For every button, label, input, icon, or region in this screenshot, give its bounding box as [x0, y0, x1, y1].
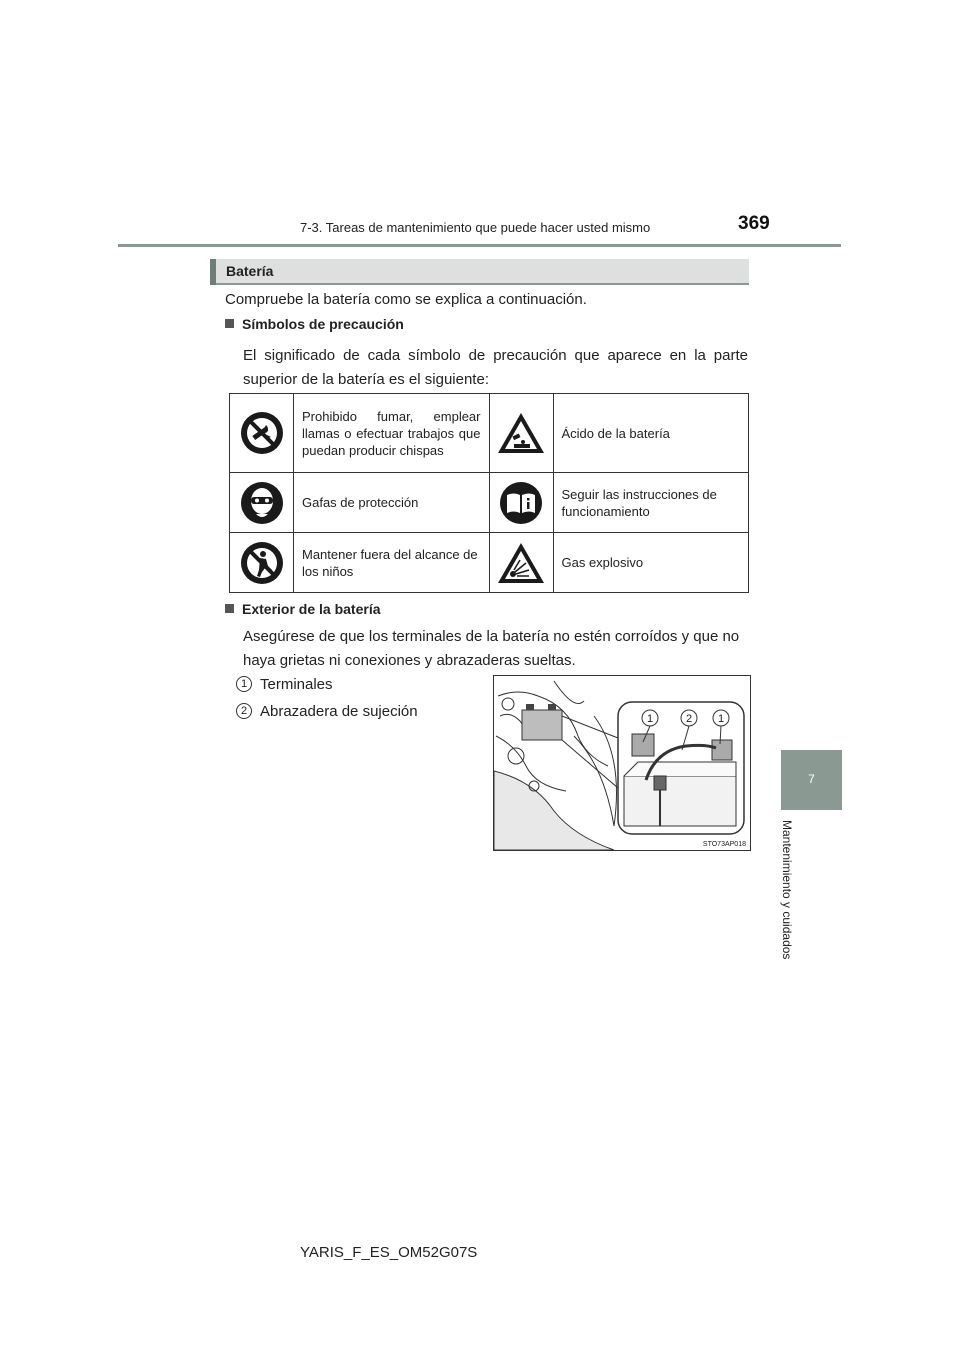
- table-row: [230, 533, 749, 593]
- battery-exterior-heading-text: Exterior de la batería: [242, 601, 381, 617]
- explosive-gas-label: Gas explosivo: [553, 533, 749, 593]
- battery-acid-icon: [489, 394, 553, 473]
- legend-number: 1: [236, 676, 252, 692]
- eye-protection-label: Gafas de protección: [294, 473, 490, 533]
- operating-instructions-label: Seguir las instrucciones de funcionamiento: [553, 473, 749, 533]
- table-row: [230, 394, 749, 473]
- caution-symbols-table: [229, 393, 749, 593]
- chapter-tab: [781, 750, 842, 810]
- chapter-number: 7: [808, 772, 815, 786]
- battery-acid-label: Ácido de la batería: [553, 394, 749, 473]
- table-row: [230, 473, 749, 533]
- chapter-title: [780, 820, 804, 980]
- caution-symbols-description: El significado de cada símbolo de precaución que aparece en la parte superior de la batería es el siguiente:: [243, 347, 748, 388]
- figure-callout-1: [642, 710, 658, 726]
- no-smoking-label: Prohibido fumar, emplear llamas o efectuar trabajos que puedan producir chispas: [294, 394, 490, 473]
- header-divider: [118, 244, 841, 247]
- bullet-square-icon: [225, 604, 234, 613]
- operating-instructions-icon: [489, 473, 553, 533]
- legend-item: [236, 676, 333, 693]
- legend-label: Terminales: [260, 676, 333, 693]
- legend-label: Abrazadera de sujeción: [260, 703, 418, 720]
- explosive-gas-icon: [489, 533, 553, 593]
- caution-symbols-heading-text: Símbolos de precaución: [242, 316, 404, 332]
- no-smoking-flames-sparks-icon: [230, 394, 294, 473]
- battery-exterior-heading: [225, 601, 381, 617]
- section-intro: Compruebe la batería como se explica a continuación.: [225, 291, 587, 308]
- bullet-square-icon: [225, 319, 234, 328]
- running-header-section: 7-3. Tareas de mantenimiento que puede hacer usted mismo: [300, 220, 651, 235]
- figure-callout-3: [713, 710, 729, 726]
- document-code: YARIS_F_ES_OM52G07S: [300, 1244, 478, 1261]
- battery-exterior-description: Asegúrese de que los terminales de la batería no estén corroídos y que no haya grietas ni conexiones y abrazaderas sueltas.: [243, 628, 740, 669]
- battery-illustration: [494, 676, 750, 850]
- svg-text:1: 1: [717, 713, 725, 725]
- svg-text:2: 2: [685, 713, 693, 725]
- svg-text:1: 1: [646, 713, 654, 725]
- battery-figure: [493, 675, 751, 851]
- section-title: Batería: [226, 263, 274, 279]
- caution-symbols-heading: [225, 316, 404, 332]
- section-heading-accent: [210, 259, 216, 285]
- page-number: 369: [738, 213, 770, 234]
- chapter-title-text: Mantenimiento y cuidados: [780, 820, 794, 960]
- figure-code: STO73AP018: [702, 841, 746, 848]
- keep-away-from-children-label: Mantener fuera del alcance de los niños: [294, 533, 490, 593]
- legend-number: 2: [236, 703, 252, 719]
- eye-protection-icon: [230, 473, 294, 533]
- keep-away-from-children-icon: [230, 533, 294, 593]
- section-heading-bar: [210, 259, 749, 285]
- legend-item: [236, 703, 418, 720]
- figure-callout-2: [681, 710, 697, 726]
